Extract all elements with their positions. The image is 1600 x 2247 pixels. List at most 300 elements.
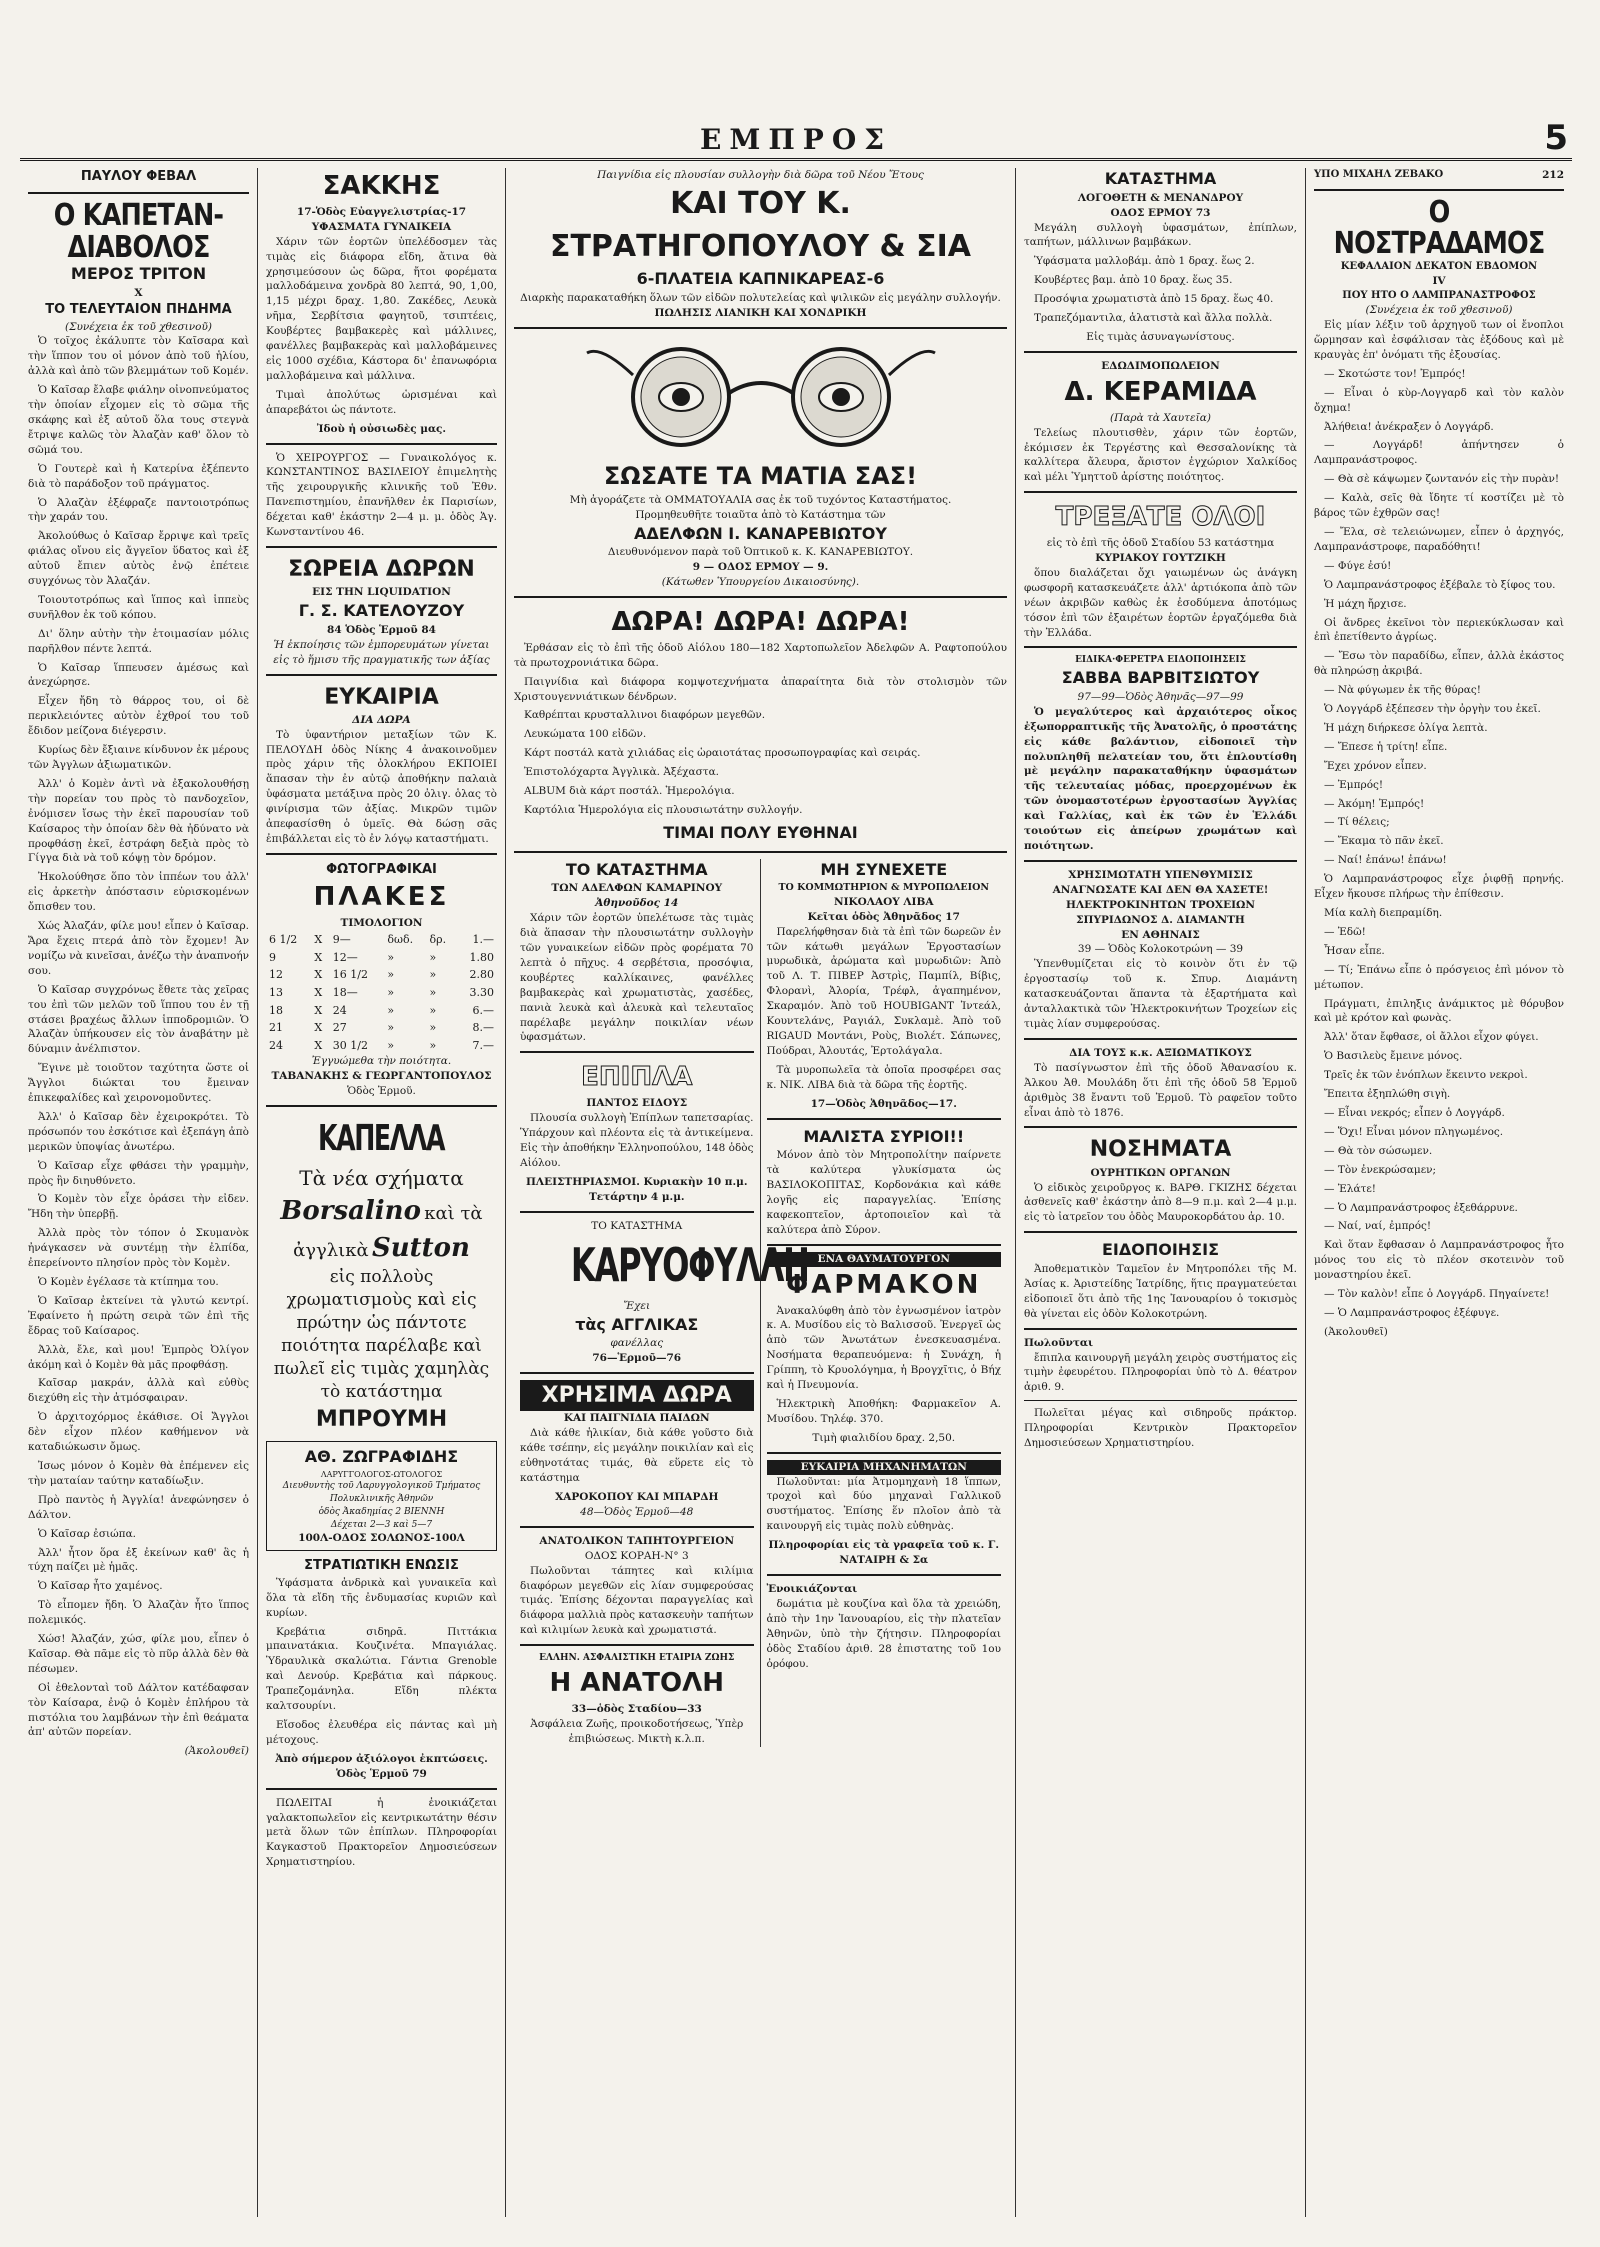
ad-rent-title: Ἐνοικιάζονται — [766, 1583, 858, 1595]
table-cell: 27 — [332, 1021, 347, 1035]
ad-gifts-foot: ΤΙΜΑΙ ΠΟΛΥ ΕΥΘΗΝΑΙ — [663, 822, 858, 842]
ad-insurance-text: Ἀσφάλεια Ζωῆς, προικοδοτήσεως, Ὑπὲρ ἐπιβιώσεως. Μικτὴ κ.λ.π. — [530, 1717, 744, 1745]
ad-surgeon: Ὁ ΧΕΙΡΟΥΡΓΟΣ — Γυναικολόγος κ. ΚΩΝΣΤΑΝΤΙΝΟΣ ΒΑΣΙΛΕΙΟΥ ἐπιμελητὴς τῆς χειρουργικῆς κλινικῆς τοῦ Ἐθν. Πανεπιστημίου, ἐπανῆλθεν ἐκ Παρισίων, δέχεται καθ' ἑκάστην 2—4 μ. μ. ὁδὸς Ἁγ. Κωνσταντίνου 46. — [266, 451, 497, 539]
ad-liva-title: ΜΗ ΣΥΝΕΧΕΤΕ — [820, 859, 948, 879]
table-row — [266, 1037, 497, 1055]
list-item: Καθρέπται κρυσταλλινοι διαφόρων μεγεθῶν. — [524, 709, 766, 722]
ad-tram-city: ΕΝ ΑΘΗΝΑΙΣ — [1121, 928, 1200, 941]
ad-katelouzou-title: ΣΩΡΕΙΑ ΔΩΡΩΝ — [288, 556, 475, 582]
ad-useful-title: ΧΡΗΣΙΜΩΤΑΤΗ ΥΠΕΝΘΥΜΙΣΙΣ — [1068, 868, 1253, 881]
ad-keramida-name: Δ. ΚΕΡΑΜΙΔΑ — [1064, 376, 1257, 407]
paragraph: Ὁ Λαμπρανάστροφος ἐξέβαλε τὸ ξίφος του. — [1324, 578, 1556, 591]
paragraph: Ἦσαν εἶπε. — [1324, 944, 1385, 957]
ad-hats-line3: καὶ τὰ — [424, 1202, 483, 1224]
ad-kamarinou-address: Ἀθηνοῦδος 14 — [595, 897, 679, 910]
paragraph: Εἶχεν ἤδη τὸ θάρρος του, οἱ δὲ περικλειόντες αὐτὸν ἐχθροί του τοῦ ἔδιδον μείζονα διέγερσιν. — [28, 695, 249, 738]
ad-katelouzou-text: Ἡ ἐκποίησις τῶν ἐμπορευμάτων γίνεται εἰς τὸ ἥμισυ τῆς πραγματικῆς των ἀξίας — [273, 638, 490, 666]
ad-zografidis-hours: Δέχεται 2—3 καὶ 5—7 — [330, 1519, 433, 1530]
ad-epipla-text: Πλουσία συλλογὴ Ἐπίπλων ταπετσαρίας. Ὑπάρχουν καὶ πλέοντα εἰς τὰ ἀντικείμενα. Εἰς τὴν ἀποθήκην Ἑλληνοπούλου, 148 ὁδὸς Αἰόλου. — [520, 1112, 754, 1169]
table-cell: 7.— — [472, 1038, 494, 1052]
ad-zografidis-address: ὁδὸς Ἀκαδημίας 2 ΒΙΕΝΝΗ — [318, 1506, 445, 1517]
paragraph: — Τί; Ἐπάνω εἶπε ὁ πρόσγειος ἐπὶ μόνον τὸ μέτωπον. — [1314, 963, 1564, 991]
ad-sakkis-note: Τιμαὶ ἀπολύτως ὡρισμέναι καὶ ἀπαρεβάτοι ὡς πάντοτε. — [266, 388, 497, 416]
paragraph: Ἔγινε μὲ τοιοῦτον ταχύτητα ὥστε οἱ Ἄγγλοι διώκται του ἔμειναν ἐπικεφαλίδες καὶ χειρονομοῦντες. — [28, 1062, 249, 1105]
ad-sakkis — [266, 168, 497, 437]
column-ads-2 — [258, 168, 506, 2217]
paragraph: — Ναί, ναί, ἐμπρός! — [1324, 1220, 1432, 1233]
paragraph: — Τί θέλεις; — [1324, 816, 1390, 829]
paragraph: Χώς Ἀλαζάν, φίλε μου! εἶπεν ὁ Καῖσαρ. Ἄρα ἔχεις πτερά ἀπὸ τὸν ἔχομεν! Ἀν νομίζω νὰ κινεῖσαι, ἀνέζω τὴν ἀναπνοήν σου. — [28, 920, 249, 977]
ad-sale-title: Πωλοῦνται — [1024, 1336, 1094, 1349]
ad-photo-plates — [266, 861, 497, 1099]
paragraph: Τοιουτοτρόπως καὶ ἵππος καὶ ἱππεὺς συνῆλθον ἐκ τοῦ κόπου. — [28, 593, 249, 621]
paragraph: Εἰς μίαν λέξιν τοῦ ἀρχηγοῦ των οἱ ἔνοπλοι ὥρμησαν καὶ ἐσφάλισαν τὰς ἐξόδους καὶ μὲ κραυγὰς ἐπ' ὀνόματι τῆς ἐξουσίας. — [1314, 319, 1564, 361]
paragraph: Χώσ! Ἀλαζάν, χώσ, φίλε μου, εἶπεν ὁ Καῖσαρ. Θὰ πᾶμε εἰς τὸ πῦρ ἀλλὰ δὲν θὰ πέσωμεν. — [28, 1633, 249, 1675]
ad-insurance-address: 33—ὁδὸς Σταδίου—33 — [571, 1702, 702, 1715]
paragraph: Ὁ Βασιλεὺς ἔμεινε μόνος. — [1324, 1050, 1463, 1063]
list-item: Κάρτ ποστάλ κατὰ χιλιάδας εἰς ὡραιοτάτας προσωπογραφίας καὶ σειράς. — [524, 747, 921, 760]
serial2-body — [1314, 318, 1564, 1340]
ad-strategopoulos-sales: ΠΩΛΗΣΙΣ ΛΙΑΝΙΚΗ ΚΑΙ ΧΟΝΔΡΙΚΗ — [654, 306, 867, 319]
ad-bottom: Πωλεῖται μέγας καὶ σιδηροῦς πράκτορ. Πληροφορίαι Κεντρικὸν Πρακτορεῖον Δημοσιεύσεων Χρηματιστηρίου. — [1024, 1407, 1297, 1450]
ad-barbitsiotou-pre: ΕΙΔΙΚΑ·ΦΕΡΕΤΡΑ ΕΙΔΟΠΟΙΗΣΕΙΣ — [1075, 655, 1246, 666]
table-cell: δρ. — [429, 933, 447, 947]
table-cell: » — [387, 1003, 395, 1017]
table-cell: Χ — [314, 950, 323, 964]
table-cell: 3.30 — [469, 986, 494, 999]
paragraph: Οἱ ἄνδρες ἐκεῖνοι τὸν περιεκύκλωσαν καὶ ἐπὶ ἐπετίθεντο ἀγρίως. — [1314, 616, 1564, 644]
table-cell: Χ — [314, 986, 323, 999]
table-cell: Χ — [314, 968, 323, 982]
ad-gifts-list — [514, 675, 1007, 818]
ad-liva-foot: 17—Ὁδὸς Ἀθηνᾶδος—17. — [810, 1097, 957, 1110]
ad-toys-title: ΧΡΗΣΙΜΑ ΔΩΡΑ — [520, 1380, 754, 1411]
ad-hats-line4: ἀγγλικὰ — [293, 1239, 369, 1261]
ad-strategopoulos-name: ΚΑΙ ΤΟΥ Κ. ΣΤΡΑΤΗΓΟΠΟΥΛΟΥ & ΣΙΑ — [549, 185, 972, 264]
ad-hats-text: εἰς πολλοὺς χρωματισμοὺς καὶ εἰς πρώτην ὡς πάντοτε ποιότητα παρέλαβε καὶ πωλεῖ εἰς τιμὰς χαμηλὰς τὸ κατάστημα — [273, 1267, 490, 1403]
paragraph: Μία καλὴ διεπραμίδη. — [1324, 907, 1443, 919]
list-item: Κουβέρτες βαμ. ἀπὸ 10 δραχ. ἕως 35. — [1034, 274, 1233, 287]
paragraph: — Εἶναι ὁ κὺρ-Λογγαρδ καὶ τὸν καλὸν ὄχημα! — [1314, 386, 1564, 414]
table-cell: » — [429, 1038, 437, 1052]
paragraph: — Ἐμπρός! — [1324, 778, 1384, 791]
paragraph: Ὁ Κομὲν ἐγέλασε τὰ κτίπημα του. — [38, 1276, 219, 1288]
list-item: Προσόψια χρωματιστὰ ἀπὸ 15 δραχ. ἕως 40. — [1034, 293, 1274, 306]
ad-kamarinou-title: ΤΟ ΚΑΤΑΣΤΗΜΑ — [565, 859, 708, 879]
table-cell: 13 — [269, 986, 283, 999]
column-ads-4 — [1016, 168, 1306, 2217]
paragraph: Ἀλλὰ πρὸς τὸν τόπον ὁ Σκυμανὸκ ἠνάγκασεν νὰ συντέμῃ τὴν ἐλπίδα, ἐπερείνοντο πλησίον πρὸς τὸν Κομὲν. — [28, 1227, 249, 1270]
table-cell: » — [429, 986, 437, 999]
ad-dairy: ΠΩΛΕΙΤΑΙ ἡ ἐνοικιάζεται γαλακτοπωλεῖον εἰς κεντρικωτάτην θέσιν μετὰ ὅλων τῶν ἐπίπλων. Πληροφορίαι Καγκαστοῦ Πρακτορεῖον Δημοσιεύσεων Χρηματιστηρίου. — [266, 1796, 497, 1869]
ad-logotheti-note: Τραπεζόμαντιλα, ἀλατιστὰ καὶ ἄλλα πολλὰ. — [1034, 312, 1273, 325]
ad-notice-text: Ἀποθεματικὸν Ταμεῖον ἐν Μητροπόλει τῆς Μ. Ἀσίας κ. Ἀριστείδης Ἰατρίδης, ἥτις πραγματεύεται εἰδοποιεῖ ὅτι ἀπὸ τῆς 1ης Ἰανουαρίου ὁ τοκισμὸς θὰ γίνεται εἰς ὁδὸν Κολοκοτρώνη. — [1024, 1263, 1297, 1320]
list-item: ALBUM διὰ κάρτ ποστάλ. Ἡμερολόγια. — [524, 785, 735, 798]
ad-machines-text: Πωλοῦνται: μία Ἀτμομηχανὴ 18 ἵππων, τροχοὶ καὶ δύο μηχαναὶ Γαλλικοῦ συστήματος. Ἐπίσης ἕν πλοῖον ἀπὸ τὰ καινουργῆ εἰς τιμὰς πολὺ εὐθηνὰς. — [766, 1475, 1001, 1533]
paragraph: Ἰσως μόνον ὁ Κομὲν θὰ ἐπέμενεν εἰς τὴν ματαίαν ταύτην καταδίωξιν. — [28, 1459, 249, 1487]
table-cell: 24 — [332, 1003, 347, 1017]
ad-barbitsiotou-address: 97—99—Ὁδὸς Ἀθηνᾶς—97—99 — [1077, 690, 1244, 703]
table-cell: 24 — [269, 1038, 283, 1052]
paragraph: Τρεῖς ἐκ τῶν ἐνόπλων ἔκειντο νεκροὶ. — [1324, 1069, 1528, 1082]
paragraph: Ἀλήθεια! ἀνέκραξεν ὁ Λογγάρδ. — [1324, 420, 1494, 433]
paragraph: — Φύγε ἐσύ! — [1324, 559, 1392, 572]
serial-chapter-num: X — [134, 287, 143, 300]
ad-toys-sub: ΚΑΙ ΠΑΙΓΝΙΔΙΑ ΠΑΙΔΩΝ — [563, 1412, 710, 1425]
paragraph: — Λογγάρδ! ἀπήντησεν ὁ Λαμπρανάστροφος. — [1314, 439, 1564, 467]
ad-optic-text1: Μὴ ἀγοράζετε τὰ ΟΜΜΑΤΟΥΑΛΙΑ σας ἐκ τοῦ τυχόντος Καταστήματος. — [569, 493, 952, 506]
ad-photo-title: ΦΩΤΟΓΡΑΦΙΚΑΙ — [326, 861, 437, 877]
table-row — [266, 966, 497, 984]
paragraph: Ἔπειτα ἐξηπλώθη σιγὴ. — [1324, 1088, 1451, 1101]
ad-liva-sub: ΤΟ ΚΟΜΜΩΤΗΡΙΟΝ & ΜΥΡΟΠΩΛΕΙΟΝ — [778, 882, 990, 894]
paragraph: Ὁ Καῖσαρ ἵππευσεν ἀμέσως καὶ ἀνεχώρησε. — [28, 661, 249, 689]
serial-part: ΜΕΡΟΣ ΤΡΙΤΟΝ — [70, 264, 207, 284]
columns — [20, 168, 1572, 2217]
ad-syrio-title: ΜΑΛΙΣΤΑ ΣΥΡΙΟΙ!! — [803, 1126, 965, 1146]
ad-eukairia-title: ΕΥΚΑΙΡΙΑ — [324, 684, 439, 710]
masthead — [20, 120, 1572, 161]
table-cell: 12— — [332, 950, 358, 964]
table-cell: 30 1/2 — [332, 1038, 368, 1052]
column-serial-1 — [20, 168, 258, 2217]
paragraph: Ὁ Καῖσαρ ἐκτείνει τὰ γλυτώ κεντρί. Ἐφαίνετο ἡ πρώτη σειρὰ τῶν ἐπὶ τῆς ἔδρας τοῦ Καίσαρος. — [28, 1294, 249, 1337]
ad-pharm-sub: ΦΑΡΜΑΚΟΝ — [786, 1269, 982, 1300]
ad-optic-text3: Διευθυνόμενον παρὰ τοῦ Ὀπτικοῦ κ. Κ. ΚΑΝΑΡΕΒΙΩΤΟΥ. — [607, 546, 914, 559]
serial2-continued: (Συνέχεια ἐκ τοῦ χθεσινοῦ) — [1365, 304, 1513, 317]
paragraph: Ἀλλ' ὁ Κομὲν ἀντὶ νὰ ἐξακολουθήσῃ τὴν πορείαν του πρὸς τὸ πανδοχεῖον, ἐνόμισεν ἴσως τὴν ἐκεῖ παρουσίαν τοῦ Καίσαρος τὴν ὁποίαν δὲν θὰ ἠδύνατο νὰ προφθάσῃ ἐκεῖ, ἐστράφη δεξιὰ πρὸς τὸ Γίγγα διὰ νὰ τοῦ κόψῃ τὸν δρόμον. — [28, 777, 249, 865]
ad-karyo-pre: ΤΟ ΚΑΤΑΣΤΗΜΑ — [591, 1219, 683, 1232]
paragraph: Ὁ Λογγάρδ ἐξέπεσεν τὴν ὀργὴν του ἐκεῖ. — [1324, 703, 1541, 716]
paragraph: Ἠκολούθησε ὅπο τὸν ἱππέων του ἀλλ' εἰς ἀρκετὴν ἀπόστασιν εὑρισκομένων ὄπισθεν του. — [28, 871, 249, 914]
ad-hats-sutton: Sutton — [371, 1232, 470, 1263]
ad-katelouzou-sub: ΕΙΣ ΤΗΝ LIQUIDATION — [312, 586, 451, 599]
list-item: Καρτόλια Ἡμερολόγια εἰς πλουσιωτάτην συλλογήν. — [524, 804, 803, 817]
table-cell: 16 1/2 — [332, 968, 368, 982]
paragraph: (Ἀκολουθεῖ) — [1324, 1325, 1388, 1338]
ad-sakkis-subtitle: ΥΦΑΣΜΑΤΑ ΓΥΝΑΙΚΕΙΑ — [311, 220, 452, 233]
ad-eukairia — [266, 682, 497, 847]
ad-barbitsiotou-name: ΣΑΒΒΑ ΒΑΡΒΙΤΣΙΩΤΟΥ — [1061, 668, 1260, 688]
ad-tram-text: Ὑπενθυμίζεται εἰς τὸ κοινὸν ὅτι ἐν τῷ ἐργοστασίῳ τοῦ κ. Σπυρ. Διαμάντη κατασκευάζονται ἅπαντα τὰ ἐξαρτήματα καὶ ἀνταλλακτικὰ τῶν Ἠλεκτροκινήτων Τροχείων εἰς τιμὰς λίαν συμφερούσας. — [1024, 958, 1297, 1030]
serial-body — [28, 334, 249, 1740]
serial-author: ΠΑΥΛΟΥ ΦΕΒΑΛ — [80, 169, 197, 184]
paragraph: Ὁ Κομὲν τὸν εἶχε ὁράσει τὴν εἰδεν. Ἤδη τὴν ὑπερβῇ. — [28, 1193, 249, 1221]
ad-sakkis-title: ΣΑΚΚΗΣ — [322, 171, 441, 201]
paragraph: — Σκοτώστε τον! Ἐμπρός! — [1324, 367, 1466, 380]
table-cell: 6.— — [472, 1003, 494, 1017]
ad-insurance-name: Η ΑΝΑΤΟΛΗ — [549, 1667, 725, 1698]
ad-keramida-pre: ΕΔΩΔΙΜΟΠΩΛΕΙΟΝ — [1101, 359, 1220, 372]
paragraph: Ἀλλ' ὁ Καῖσαρ δὲν ἐχειροκρότει. Τὸ πρόσωπόν του ἐσκότισε καὶ ἐξεπάγη ἀπὸ μερικῶν ὑποψίας ἀνωτέρω. — [28, 1110, 249, 1153]
ad-stratiotiki-title: ΣΤΡΑΤΙΩΤΙΚΗ ΕΝΩΣΙΣ — [304, 1558, 459, 1574]
paragraph: — Ναί! ἐπάνω! ἐπάνω! — [1324, 854, 1447, 867]
table-cell: » — [429, 950, 437, 964]
ad-liva-name: ΝΙΚΟΛΑΟΥ ΛΙΒΑ — [834, 895, 934, 908]
list-item: Λευκώματα 100 εἰδῶν. — [524, 728, 647, 741]
paragraph: Τὸ εἶπομεν ἤδη. Ὁ Ἀλαζὰν ἦτο ἵππος πολεμικός. — [28, 1599, 249, 1627]
ad-toys-top: Παιγνίδια εἰς πλουσίαν συλλογὴν διὰ δῶρα τοῦ Νέου Ἔτους — [597, 169, 924, 181]
ad-tapes-title: ΑΝΑΤΟΛΙΚΟΝ ΤΑΠΗΤΟΥΡΓΕΙΟΝ — [539, 1534, 735, 1547]
ad-katelouzou — [266, 554, 497, 668]
paragraph: Κυρίως δὲν ἔξιαινε κίνδυνον ἐκ μέρους τῶν Ἀγγλων ἀξιωματικῶν. — [28, 744, 249, 771]
paragraph: Ἀκολούθως ὁ Καῖσαρ ἔρριψε καὶ τρεῖς φιάλας οἴνου εἰς ἄγγεῖον ὕδατος καὶ ἐξ αὐτοῦ ἔπιεν αὐτὸς ἐνῷ ἐπέτειε συγχόνως τὸν Ἀλαζάν. — [28, 530, 249, 588]
paragraph: — Τὸν καλὸν! εἶπε ὁ Λογγάρδ. Πηγαίνετε! — [1324, 1288, 1550, 1301]
column-serial-5 — [1306, 168, 1572, 2217]
serial2-chapter-num: IV — [1432, 275, 1446, 288]
ad-tapes-address: ΟΔΟΣ ΚΟΡΑΗ-Ν° 3 — [584, 1549, 689, 1562]
ad-hats-title: ΚΑΠΕΛΛΑ — [318, 1118, 445, 1160]
ad-epipla-title: ΕΠΙΠΛΑ — [581, 1062, 693, 1093]
serial-title: Ο ΚΑΠΕΤΑΝ-ΔΙΑΒΟΛΟΣ — [53, 198, 224, 265]
ad-trexate-title: ΤΡΕΞΑΤΕ ΟΛΟΙ — [1055, 502, 1266, 533]
ad-optic-address: 9 — ΟΔΟΣ ΕΡΜΟΥ — 9. — [692, 561, 829, 574]
ad-eukairia-text: Τὸ ὑφαντήριον μεταξίων τῶν Κ. ΠΕΛΟΥΔΗ ὁδὸς Νίκης 4 ἀνακοινοῦμεν πρὸς χάριν τῆς ὁλοκλήρου ΕΚΠΟΙΕΙ ἅπασαν τὴν ἐν αὐτῷ ἀποθήκην παλαιὰ ὑφάσματα μετάξινα πρὸς 20 ὀλιγ. ὁλας τὸ φινίρισμα τῶν ἀξίας. Μικρῶν τιμῶν ἀπεφασίσθη ὁ ὑμεῖς. Θὰ δώσῃ σᾶς ἐπιβάλλεται εἰς τὸ ἐν λόγῳ καταστήματι. — [266, 728, 497, 845]
serial2-chapter-title: ΠΟΥ ΗΤΟ Ο ΛΑΜΠΡΑΝΑΣΤΡΟΦΟΣ — [1342, 290, 1536, 301]
ad-zografidis-bottom: 100Λ-ΟΔΟΣ ΣΟΛΩΝΟΣ-100Λ — [298, 1532, 465, 1545]
ad-optic-shop: ΑΔΕΛΦΩΝ Ι. ΚΑΝΑΡΕΒΙΩΤΟΥ — [634, 523, 887, 543]
ad-katelouzou-name: Γ. Σ. ΚΑΤΕΛΟΥΖΟΥ — [298, 601, 465, 621]
paragraph: — Ἀκόμη! Ἐμπρός! — [1324, 797, 1425, 810]
ad-eukairia-sub: ΔΙΑ ΔΩΡΑ — [352, 713, 411, 726]
ad-syrio-text: Μόνον ἀπὸ τὸν Μητροπολίτην παίρνετε τὰ καλύτερα γλυκίσματα ὡς ΒΑΣΙΛΟΚΟΠΙΤΑΣ, Κορδονάκια καὶ κάθε λογῆς εἰς παραγγελίας. Ἐπίσης καφεκοπτεῖον, ἀρτοποιεῖον καὶ τὰ καλύτερα ἀπὸ Σύρον. — [766, 1149, 1001, 1236]
ad-karyo-title: ΚΑΡΥΟΦΥΛΛΗ — [570, 1238, 809, 1293]
paragraph: — Ἔλα, σὲ τελειώνωμεν, εἶπεν ὁ ἀρχηγός, Λαμπρανάστροφε, παραδόθητι! — [1314, 525, 1564, 553]
table-cell: » — [387, 1021, 395, 1035]
serial2-author: ΥΠΟ ΜΙΧΑΗΛ ΖΕΒΑΚΟ — [1314, 169, 1444, 180]
ad-tram-address: 39 — Ὁδὸς Κολοκοτρώνη — 39 — [1077, 943, 1244, 956]
ad-machines-title: ΕΥΚΑΙΡΙΑ ΜΗΧΑΝΗΜΑΤΩΝ — [767, 1460, 1002, 1475]
table-cell: 12 — [269, 968, 283, 982]
ad-logotheti-foot: Εἰς τιμὰς ἀσυναγωνίστους. — [1086, 330, 1235, 343]
ad-kamarinou-text: Χάριν τῶν ἑορτῶν ὑπελέτωσε τὰς τιμὰς διὰ ἅπασαν τὴν πλουσιωτάτην συλλογὴν τῶν γυναικείων εἰδῶν πρὸς φορέματα 70 λεπτὰ ὁ πῆχυς. 4 σερβέτσια, προσόψια, κουβέρτες καλλίκαινες, φανέλλες βαμβακερὰς καὶ χρωματιστὰς, χασέδες, πανιὰ λευκὰ καὶ ἀλευκὰ καὶ τελευταῖος παρέλαβε μεγάλην ποικιλίαν νέων ὑφασμάτων. — [520, 912, 754, 1044]
serial-continued: (Συνέχεια ἐκ τοῦ χθεσινοῦ) — [65, 320, 212, 333]
ad-zografidis-name: ΑΘ. ΖΩΓΡΑΦΙΔΗΣ — [304, 1447, 459, 1467]
ad-keramida-address: (Παρὰ τὰ Χαυτεῖα) — [1110, 411, 1211, 424]
serial2-chapter: ΚΕΦΑΛΑΙΟΝ ΔΕΚΑΤΟΝ ΕΒΔΟΜΟΝ — [1340, 260, 1538, 272]
table-cell: 6 1/2 — [269, 933, 298, 947]
paragraph: — Θὰ τὸν σώσωμεν. — [1324, 1144, 1433, 1157]
paragraph: Ὁ τοῖχος ἐκάλυπτε τὸν Καῖσαρα καὶ τὴν ἵππον του οἱ μόνον ἀπὸ τοῦ ἡλίου, ἀλλὰ καὶ ἀπὸ τῶν βλεμμάτων τοῦ Κομέν. — [28, 335, 249, 378]
paragraph: Ἀλλ' ἦτον ὅρα ἐξ ἐκείνων καθ' ἃς ἡ τύχη παίζει μὲ ἡμᾶς. — [28, 1546, 249, 1574]
table-cell: 1.80 — [469, 950, 494, 964]
paragraph: Ὁ Γουτερὲ καὶ ἡ Κατερίνα ἐξέπεντο διὰ τὸ παράδοξον τοῦ πράγματος. — [28, 462, 249, 490]
ad-gifts-text: Ἐρθάσαν εἰς τὸ ἐπὶ τῆς ὁδοῦ Αἰόλου 180—182 Χαρτοπωλεῖον Ἀδελφῶν Α. Ραφτοπούλου τὰ πρωτοχρονιάτικα δῶρα. — [514, 641, 1007, 669]
ad-stratiotiki-list: Κρεβάτια σιδηρᾶ. Πιττάκια μπαινατάκια. Κουζινέτα. Μπαγιάλας. Ὑδραυλικὰ σκαλώτια. Γάντια Grenoble καὶ Δενούρ. Κρεβάτια καὶ πάρκους. Τραπεζομάνηλα. Εἴδη πλέκτα καλτσουρίνι. — [266, 1625, 497, 1713]
table-cell: Χ — [314, 1021, 323, 1035]
paragraph: — Ἔπεσε ἡ τρίτη! εἶπε. — [1324, 740, 1448, 753]
ad-photo-address: Ὁδὸς Ἑρμοῦ. — [347, 1085, 416, 1098]
paragraph: Ἔχει χρόνον εἶπεν. — [1324, 759, 1427, 772]
ad-trexate-text1: εἰς τὸ ἐπὶ τῆς ὁδοῦ Σταδίου 53 κατάστημα — [1046, 537, 1275, 550]
table-cell: 9— — [332, 933, 351, 947]
ad-logotheti-names: ΛΟΓΟΘΕΤΗ & ΜΕΝΑΝΔΡΟΥ — [1077, 191, 1244, 204]
ad-diseases-sub: ΟΥΡΗΤΙΚΩΝ ΟΡΓΑΝΩΝ — [1090, 1166, 1231, 1179]
paragraph: Ὁ Καῖσαρ συγχρόνως ἔθετε τὰς χεῖρας του ἐπὶ τῶν μελῶν τοῦ ἵππου του ἐν τῇ στάσει βραχέως ἄλλων ἱπποδρομιῶν. Ὁ Ἀλαζὰν ὑπήκουσεν εἰς τὸν ἀναβάτην μὲ δύναμιν ἀνέλπιστον. — [28, 983, 249, 1056]
table-row — [266, 1002, 497, 1020]
ad-strategopoulos-text: Διαρκὴς παρακαταθήκη ὅλων τῶν εἰδῶν πολυτελείας καὶ ψιλικῶν εἰς μεγάλην συλλογήν. — [520, 291, 1001, 304]
column-ads-3 — [506, 168, 1016, 2217]
serial-to-be-continued: (Ἀκολουθεῖ) — [184, 1745, 249, 1758]
paragraph: — Ὁ Λαμπρανάστροφος ἐξεθάρρυνε. — [1324, 1201, 1518, 1214]
column-3-right — [761, 859, 1008, 1747]
ad-barbitsiotou-text: Ὁ μεγαλύτερος καὶ ἀρχαιότερος οἶκος ἐξωπορραπτικῆς τῆς Ἀνατολῆς, ὁ προστάτης εἰς κάθε βαλάντιον, εἰδοποιεῖ τὴν πολυπληθῆ πελατείαν του, ὅτι ἐπλουτίσθη μὲ μεγάλην παρακαταθήκην ὑφασμάτων τῆς τελευταίας μόδας, προερχομένων ἐκ τῶν ὀνομαστοτέρων ἐργοστασίων Ἀγγλίας καὶ Γαλλίας, καὶ ἐκ τῶν ἐν Ἑλλάδι τοιούτων εἰς ἀπείρων χρωμάτων καὶ ποιότητων. — [1024, 705, 1297, 853]
table-cell: 8.— — [472, 1021, 494, 1035]
ad-sale-text: ἔπιπλα καινουργῆ μεγάλη χειρὸς συστήματος εἰς τιμὴν ἐφευρέτου. Πληροφορίαι ὑπὸ τὸ Δ. θέατρον ἀριθ. 9. — [1024, 1351, 1297, 1394]
spectacles-icon — [581, 335, 941, 455]
table-cell: » — [429, 1021, 437, 1035]
table-cell: » — [429, 1003, 437, 1017]
ad-officers-text: Τὸ πασίγνωστον ἐπὶ τῆς ὁδοῦ Ἀθανασίου κ. Ἀλκου Ἀθ. Μουλάδη ὅτι ἐπὶ τῆς ὁδοῦ 58 Ἑρμοῦ ἀριθμὸς 38 ἔναντι τοῦ Ἐρμοῦ. Τὸ ραφεῖον τοῦτο εἶναι ἀπὸ τὸ 1876. — [1024, 1061, 1297, 1119]
ad-pharm-text: Ἀνακαλύφθη ἀπὸ τὸν ἐγνωσμένον ἰατρὸν κ. Α. Μυσίδου εἰς τὸ Βαλισσοῦ. Ἐνεργεῖ ὡς ἀπὸ τῶν Ἀνωτάτων ἐνεσκευασμένα. Νοσήματα θεραπευόμενα: ἡ Συνάχη, ἡ Γρίππη, τὸ Κρυολόγημα, ἡ Βρογχῖτις, ὁ Βήχ καὶ ἡ Πνευμονία. — [766, 1304, 1001, 1392]
table-cell: δωδ. — [387, 933, 414, 947]
page-number: 5 — [1544, 118, 1568, 158]
table-cell: » — [387, 986, 395, 999]
serial2-title: Ο ΝΟΣΤΡΑΔΑΜΟΣ — [1333, 194, 1545, 262]
table-cell: » — [429, 968, 437, 982]
paragraph: — Ἔκαμα τὸ πᾶν ἐκεῖ. — [1324, 835, 1444, 848]
paragraph: Ὁ Καῖσαρ εἶχε φθάσει τὴν γραμμὴν, πρὸς ἣν διηυθύνετο. — [28, 1159, 249, 1187]
ad-stratiotiki-note: Εἴσοδος ἐλευθέρα εἰς πάντας καὶ μὴ μέτοχους. — [266, 1718, 497, 1746]
ad-optic-note: (Κάτωθεν Ὑπουργείου Δικαιοσύνης). — [661, 576, 860, 589]
ad-logotheti-address: ΟΔΟΣ ΕΡΜΟΥ 73 — [1110, 206, 1211, 219]
table-row — [266, 949, 497, 967]
paragraph: — Ὁ Λαμπρανάστροφος ἐξέφυγε. — [1324, 1306, 1500, 1319]
table-cell: 18 — [269, 1003, 283, 1017]
paragraph: Ἀλλ' ὅταν ἔφθασε, οἱ ἄλλοι εἶχον φύγει. — [1324, 1031, 1539, 1044]
ad-karyo-address: 76—Ἑρμοῦ—76 — [592, 1352, 682, 1365]
ad-tram-title: ΗΛΕΚΤΡΟΚΙΝΗΤΩΝ ΤΡΟΧΕΙΩΝ — [1066, 898, 1255, 911]
ad-tapes-text: Πωλοῦνται τάπητες καὶ κιλίμια διαφόρων μεγεθῶν εἰς λίαν συμφερούσας τιμάς. Ἐπίσης δέχονται παραγγελίας καὶ διάφορα μαλλιὰ πρὸς κατασκευὴν ταπήτων καὶ κιλιμίων λευκὰ καὶ χρωματιστά. — [520, 1564, 754, 1637]
ad-karyo-text2: τὰς ΑΓΓΛΙΚΑΣ — [575, 1314, 699, 1334]
table-cell: » — [387, 1038, 395, 1052]
ad-toys-address: 48—Ὁδὸς Ἑρμοῦ—48 — [580, 1505, 694, 1518]
table-cell: Χ — [314, 933, 323, 947]
ad-katelouzou-address: 84 Ὁδὸς Ἑρμοῦ 84 — [327, 623, 436, 636]
ad-photo-sub: ΠΛΑΚΕΣ — [313, 882, 450, 913]
paragraph: Ὁ Καῖσαρ ἦτο χαμένος. — [38, 1580, 163, 1593]
paragraph: Καῖσαρ μακράν, ἀλλὰ καὶ εὐθὺς διεχύθη εἰς τὴν ἀτμόσφαιραν. — [28, 1377, 249, 1405]
ad-toys-text: Διὰ κάθε ἡλικίαν, διὰ κάθε γοῦστο διὰ κάθε τσέπην, εἰς μεγάλην ποικιλίαν καὶ εἰς εὐθηνοτάτας τιμάς, θὰ εὕρετε εἰς τὸ κατάστημα — [520, 1427, 754, 1485]
serial2-number: 212 — [1542, 169, 1564, 181]
ad-photo-guarantee: Ἐγγυώμεθα τὴν ποιότητα. — [311, 1055, 452, 1068]
paragraph: Δι' ὅλην αὐτὴν τὴν ἑτοιμασίαν μόλις παρῆλθον πέντε λεπτά. — [28, 627, 249, 655]
ad-logotheti-text: Μεγάλη συλλογὴ ὑφασμάτων, ἐπίπλων, ταπήτων, μάλλινων βαμβάκων. — [1024, 221, 1297, 249]
ad-zografidis-text: Διευθυντὴς τοῦ Λαρυγγολογικοῦ Τμήματος Πολυκλινικῆς Ἀθηνῶν — [282, 1481, 481, 1505]
ad-machines-contact: Πληροφορίαι εἰς τὰ γραφεῖα τοῦ κ. Γ. ΝΑΤΑΙΡΗ & Σα — [768, 1539, 1000, 1567]
table-cell: 9 — [269, 950, 276, 964]
paragraph: Πρὸ παντὸς ἡ Ἀγγλία! ἀνεφώνησεν ὁ Δάλτον. — [28, 1493, 249, 1521]
paragraph: Ὁ Ἀλαζὰν ἐξέφραζε παντοιοτρόπως τὴν χαράν του. — [28, 496, 249, 524]
ad-optic-text2: Προμηθευθῆτε τοιαῦτα ἀπὸ τὸ Κατάστημα τῶν — [635, 508, 886, 521]
paragraph: Ὁ ἀρχιτοχόρμος ἐκάθισε. Οἱ Ἄγγλοι δὲν εἶχον πλέον καθήμενον νὰ καταδιώκωσιν ὄμως. — [28, 1411, 249, 1454]
ad-hats-line1: Τὰ νέα σχήματα — [299, 1166, 464, 1191]
table-cell: 21 — [269, 1021, 283, 1035]
table-row — [266, 931, 497, 949]
ad-strategopoulos-address: 6-ΠΛΑΤΕΙΑ ΚΑΠΝΙΚΑΡΕΑΣ-6 — [636, 269, 885, 289]
ad-toys-shop: ΧΑΡΟΚΟΠΟΥ ΚΑΙ ΜΠΑΡΔΗ — [555, 1491, 719, 1503]
paragraph: — Καλὰ, σεῖς θὰ ἴδητε τί κοστίζει μὲ τὸ βάρος τῶν ἐχθρῶν σας! — [1314, 492, 1564, 520]
paragraph: Πράγματι, ἐπιληξις ἀνάμικτος μὲ θόρυβον καὶ μὲ κρότον καὶ φωνὰς. — [1314, 997, 1564, 1025]
list-item: Ἐπιστολόχαρτα Ἀγγλικὰ. Ἀξέχαστα. — [524, 766, 720, 779]
ad-logotheti-title: ΚΑΤΑΣΤΗΜΑ — [1104, 169, 1217, 188]
ad-liva-text: Παρελήφθησαν διὰ τὰ ἐπὶ τῶν δωρεῶν ἐν τῶν κάτωθι μεγάλων Ἐργοστασίων μυρωδικὰ, ἀρώματα καὶ μυρωδιῶν: Ἀπὸ τοῦ Λ. Τ. ΠΙΒΕΡ Ἀστρὶς, Παμπίλ, Βίβις, Φλορανὶ, Ἀλορία, Τρέφλ, ἀγαπημένον, Σκαραμόν. Ἀπὸ τοῦ HOUBIGANT Ἰντεάλ, Κουντελάνς, Ραγιάλ, Συκλαμὲ. Ἀπὸ τοῦ RIGAUD Μοντάνι, Ροὺς, Βιολέτ. Σάπωνες, Πούδραι, Ἀλουτάς, Ἐρτολάγαλα. — [766, 925, 1001, 1057]
serial2-header — [1314, 168, 1564, 183]
ad-diseases-title: ΝΟΣΗΜΑΤΑ — [1089, 1137, 1232, 1163]
ad-pharm-price: Τιμὴ φιαλιδίου δραχ. 2,50. — [812, 1431, 956, 1444]
paragraph: — Ὅχι! Εἶναι μόνον πληγωμένος. — [1324, 1125, 1504, 1138]
ad-zografidis — [266, 1441, 497, 1551]
paragraph: — Ἔσω τὸν παραδίδω, εἶπεν, ἀλλὰ ἐκάστος θὰ πληρώσῃ ἀκριβά. — [1314, 650, 1564, 678]
ad-officers-title: ΔΙΑ ΤΟΥΣ κ.κ. ΑΞΙΩΜΑΤΙΚΟΥΣ — [1069, 1046, 1252, 1059]
ad-hats — [266, 1113, 497, 1435]
table-cell: » — [387, 950, 395, 964]
table-cell: 1.— — [472, 933, 494, 947]
ad-tram-name: ΣΠΥΡΙΔΩΝΟΣ Δ. ΔΙΑΜΑΝΤΗ — [1076, 913, 1245, 926]
table-cell: » — [387, 968, 395, 982]
paragraph: — Τὸν ἐνεκρώσαμεν; — [1324, 1163, 1437, 1176]
ad-gifts-title: ΔΩΡΑ! ΔΩΡΑ! ΔΩΡΑ! — [611, 606, 910, 637]
column-3-left — [514, 859, 809, 1747]
ad-useful-sub: ΑΝΑΓΝΩΣΑΤΕ ΚΑΙ ΔΕΝ ΘΑ ΧΑΣΕΤΕ! — [1052, 883, 1269, 896]
table-cell: 2.80 — [469, 968, 494, 982]
ad-hats-borsalino: Borsalino — [280, 1195, 421, 1226]
ad-logotheti-list — [1024, 254, 1297, 307]
table-row — [266, 984, 497, 1002]
column-3-split — [514, 859, 1007, 1747]
paragraph: Ἀλλὰ, ἔλε, καὶ μου! Ἐμπρὸς Ὀλίγον ἀκόμη καὶ ὁ Κομὲν θὰ μᾶς προφθάσῃ. — [28, 1343, 249, 1371]
paragraph: Ὁ Καῖσαρ ἔλαβε φιάλην οἰνοπνεύματος τὴν ὁποίαν εἶχομεν εἰς τὸ σῶμα τῆς σκάφης καὶ ἐξ αὐτοῦ ὅλα τους στεγνὰ ἔτριψε καλῶς τὸν Ἀλαζὰν καθ' ὅλον τὸ σῶμά του. — [28, 384, 249, 456]
serial-chapter-title: ΤΟ ΤΕΛΕΥΤΑΙΟΝ ΠΗΔΗΜΑ — [45, 302, 232, 318]
paragraph: — Εἶναι νεκρός; εἶπεν ὁ Λογγάρδ. — [1324, 1106, 1505, 1119]
ad-notice-title: ΕΙΔΟΠΟΙΗΣΙΣ — [1101, 1240, 1219, 1260]
paragraph: — Θὰ σὲ κάψωμεν ζωντανόν εἰς τὴν πυρὰν! — [1324, 473, 1560, 486]
ad-rent-text: δωμάτια μὲ κουζίνα καὶ ὅλα τὰ χρειώδη, ἀπὸ τὴν 1ην Ἰανουαρίου, εἰς τὴν πλατεῖαν Ἀθηνῶν, ὑπὸ τὴν ζήτησιν. Πληροφορίαι ὁδὸς Σταδίου ἀριθ. 28 ἐπιστατης τοῦ 1ου ὀρόφου. — [766, 1597, 1001, 1670]
ad-karyo-text1: Ἔχει — [623, 1299, 651, 1312]
table-cell: Χ — [314, 1038, 323, 1052]
paragraph: — Ἐδῶ! — [1324, 925, 1366, 938]
paragraph: Οἱ ἐθελονταὶ τοῦ Δάλτον κατέδαφσαν τὸν Καίσαρα, ἐνῷ ὁ Κομὲν ἐπλήρου τὰ πιστόλια του λαμβάνων τὴν ἐπὶ θεάματα ἀπ' αὐτῶν πορείαν. — [28, 1681, 249, 1739]
paragraph: Καὶ ὅταν ἔφθασαν ὁ Λαμπρανάστροφος ἦτο μόνος του εἰς τὸ πλέον σκοτεινὸν τοῦ μοναστηρίου ἐκεῖ. — [1314, 1239, 1564, 1282]
ad-pharm-address: Ἡλεκτρικὴ Ἀποθήκη: Φαρμακεῖον Α. Μυσίδου. Τηλέφ. 370. — [766, 1397, 1001, 1425]
newspaper-title: ΕΜΠΡΟΣ — [699, 122, 893, 156]
ad-kamarinou-sub: ΤΩΝ ΑΔΕΛΦΩΝ ΚΑΜΑΡΙΝΟΥ — [551, 882, 723, 895]
ad-zografidis-role: ΛΑΡΥΓΓΟΛΟΓΟΣ-ΩΤΟΛΟΓΟΣ — [320, 1470, 443, 1480]
ad-epipla-sub: ΠΑΝΤΟΣ ΕΙΔΟΥΣ — [586, 1097, 688, 1110]
ad-epipla-auction: ΠΛΕΙΣΤΗΡΙΑΣΜΟΙ. Κυριακὴν 10 π.μ. Τετάρτην 4 μ.μ. — [526, 1175, 748, 1203]
ad-liva-note: Τὰ μυροπωλεῖα τὰ ὁποῖα προσφέρει σας κ. ΝΙΚ. ΛΙΒΑ διὰ τὰ δῶρα τῆς ἑορτῆς. — [766, 1063, 1001, 1091]
table-row — [266, 1019, 497, 1037]
ad-trexate-text2: ὅπου διαλάζεται ὄχι γαιωμένων ὡς ἀνάγκη φωσφορῆ κατασκευάζετε ἀλλ' ἀρτιόκοπα ἀπὸ τῶν νέων ἀκριβῶν καθὼς ἐκ ἐσοδύμενα ἀποτόμως τόσον ἐπὶ τῶν ἐξαιρέτων ἑορτῶν ἐργαζόμεθα διὰ τὴν Ἑλλάδα. — [1024, 566, 1297, 639]
ad-stratiotiki — [266, 1557, 497, 1781]
ad-keramida-text: Τελείως πλουτισθὲν, χάριν τῶν ἑορτῶν, ἐκόμισεν ἐκ Τεργέστης καὶ Θεσσαλονίκης τὰ καλλίτερα ἄλευρα, ἄριστον ἐγχώριον Χαλκίδος καὶ μέλι Ὑμηττοῦ ἀρίστης ποιότητος. — [1024, 426, 1297, 484]
price-table — [266, 931, 497, 1054]
ad-hats-shop: ΜΠΡΟΥΜΗ — [315, 1407, 448, 1433]
ad-optic-title: ΣΩΣΑΤΕ ΤΑ ΜΑΤΙΑ ΣΑΣ! — [603, 461, 918, 490]
paragraph: Ὁ Λαμπρανάστροφος εἶχε ῥιφθῇ πρηνής. Εἶχεν ἤκουσε πλήρως τὴν ἐπίθεσιν. — [1314, 873, 1564, 901]
ad-trexate-name: ΚΥΡΙΑΚΟΥ ΓΟΥΤΖΙΚΗ — [1095, 552, 1226, 565]
ad-karyo-text3: φανέλλας — [610, 1337, 664, 1350]
table-cell: 18— — [332, 986, 358, 999]
ad-stratiotiki-text: Ὑφάσματα ἀνδρικὰ καὶ γυναικεῖα καὶ ὅλα τὰ εἴδη τῆς ἐνδυμασίας κυριῶν καὶ κυρίων. — [266, 1576, 497, 1619]
paragraph: Ὁ Καῖσαρ ἐσιώπα. — [38, 1527, 136, 1540]
ad-sakkis-address: 17-Ὁδὸς Εὐαγγελιστρίας-17 — [296, 205, 467, 218]
paragraph: Ἡ μάχη ἤρχισε. — [1324, 597, 1407, 610]
ad-diseases-text: Ὁ εἰδικὸς χειροῦργος κ. ΒΑΡΘ. ΓΚΙΖΗΣ δέχεται ἀσθενεῖς καθ' ἑκάστην ἀπὸ 8—9 π.μ. καὶ 2—4 μ.μ. εἰς τὸ ἰατρεῖον του ὁδὸς Μαυροκορδάτου ἀρ. 10. — [1024, 1181, 1297, 1224]
paragraph: — Ἐλάτε! — [1324, 1182, 1377, 1195]
table-cell: Χ — [314, 1003, 323, 1017]
ad-insurance-title: ΕΛΛΗΝ. ΑΣΦΑΛΙΣΤΙΚΗ ΕΤΑΙΡΙΑ ΖΩΗΣ — [539, 1653, 735, 1664]
